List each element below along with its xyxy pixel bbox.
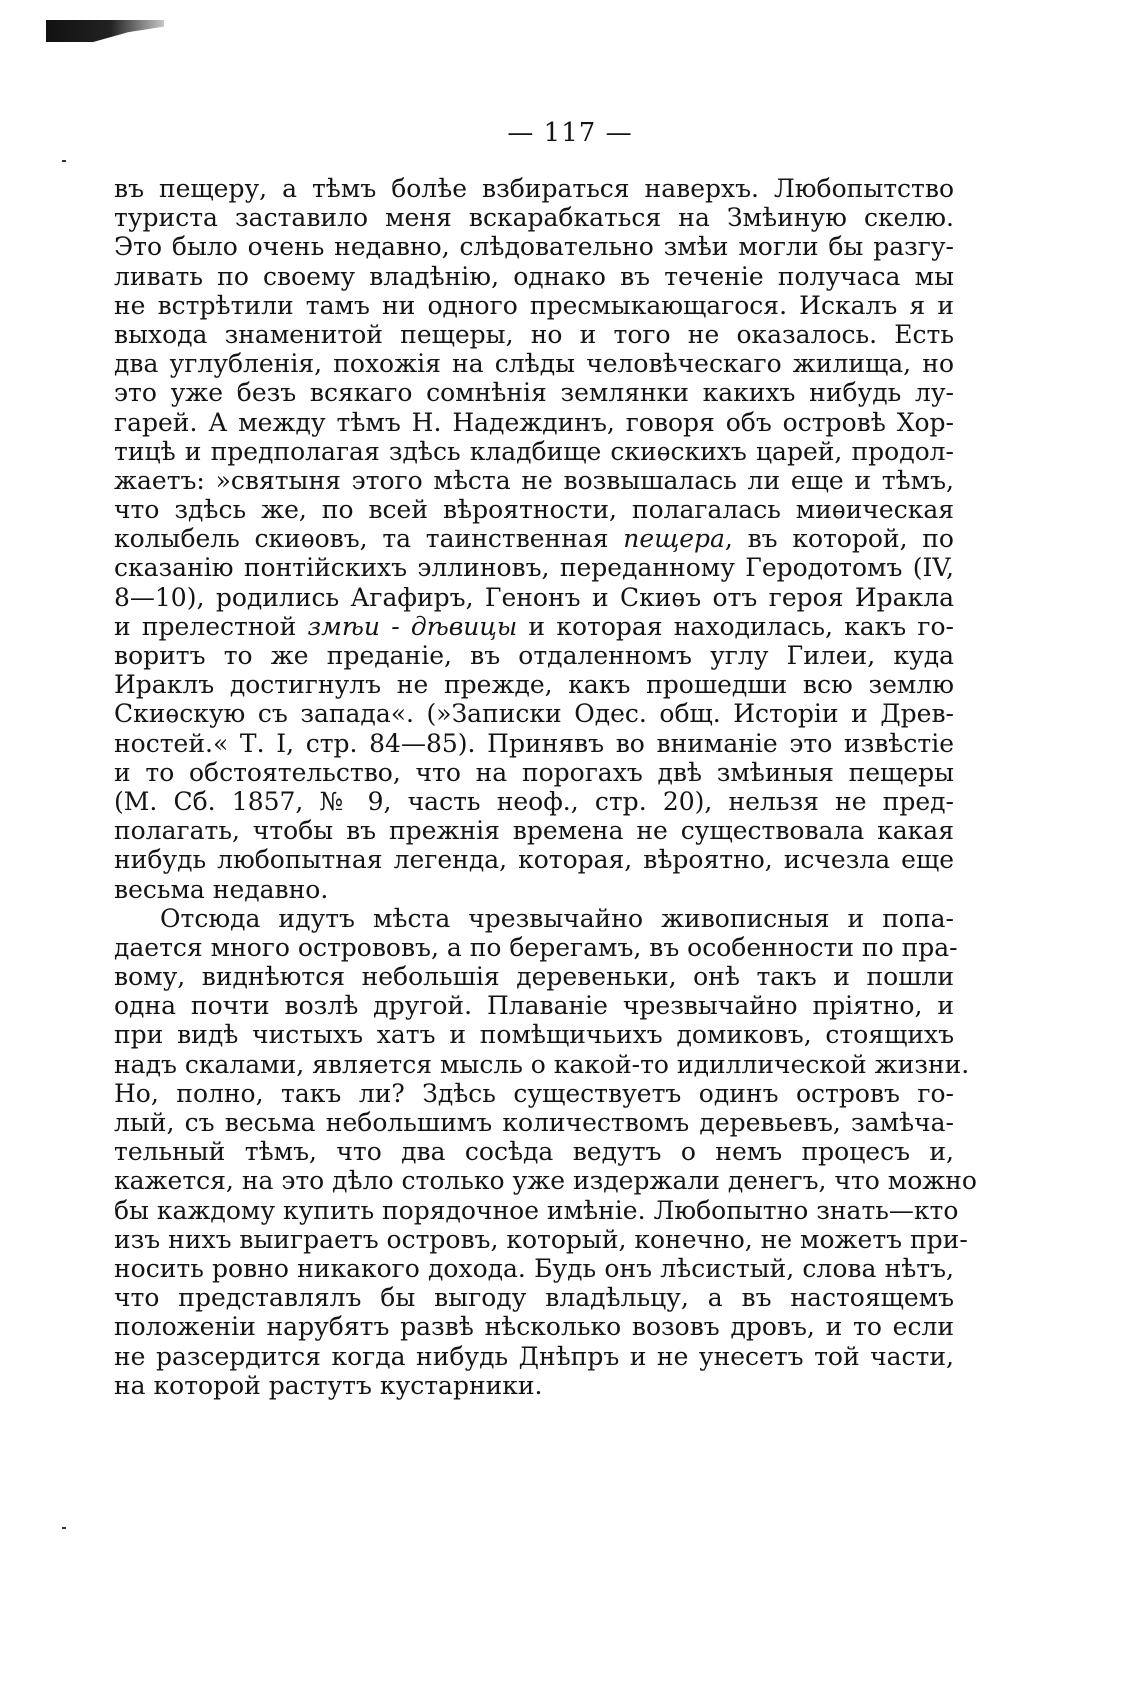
text-segment: гарей. А между тѣмъ Н. Надеждинъ, говоря объ островѣ Хор- [114,407,954,437]
text-segment: тицѣ и предполагая здѣсь кладбище скиѳскихъ царей, продол- [114,436,954,466]
text-line [114,845,954,874]
text-segment: Ираклъ достигнулъ не прежде, какъ прошедши всю землю [114,670,954,700]
text-segment: Это было очень недавно, слѣдовательно змѣи могли бы разгу- [114,232,954,262]
text-segment: ливать по своему владѣнію, однако въ теченіе получаса мы [114,261,954,291]
paragraph [114,174,954,904]
text-line [114,787,954,816]
text-line [114,262,954,291]
text-segment: и которая находилась, какъ го- [517,611,954,641]
text-line [114,553,954,582]
text-line [114,1342,954,1371]
text-segment: туриста заставило меня вскарабкаться на Змѣиную скелю. [114,203,954,233]
italic-emphasis: пещера [623,524,725,554]
text-segment: весьма недавно. [114,874,329,904]
text-segment: выхода знаменитой пещеры, но и того не оказалось. Есть [114,319,954,349]
text-segment: кажется, на это дѣло столько уже издержали денегъ, что можно [114,1166,977,1196]
text-line [114,962,954,991]
text-line [114,174,954,203]
text-line [114,1224,968,1254]
text-line [114,758,954,787]
text-segment: это уже безъ всякаго сомнѣнія землянки какихъ нибудь лу- [114,378,954,408]
text-line [114,1312,954,1341]
text-segment: ностей.« Т. I, стр. 84—85). Принявъ во вниманіе это извѣстіе [114,728,954,758]
text-line [114,991,954,1020]
text-line [114,378,954,407]
text-line [114,904,954,933]
text-segment: два углубленія, похожія на слѣды человѣческаго жилища, но [114,349,954,379]
text-segment: и прелестной [114,611,308,641]
text-line [114,524,954,553]
text-segment: вому, виднѣются небольшія деревеньки, онѣ такъ и пошли [114,962,954,992]
text-segment: дается много острововъ, а по берегамъ, въ особенности по пра- [114,932,958,962]
text-segment: при видѣ чистыхъ хатъ и помѣщичьихъ домиковъ, стоящихъ [114,1020,954,1050]
text-line [114,816,954,845]
text-line [114,583,954,612]
text-segment: надъ скалами, является мысль о какой-то идиллической жизни. [114,1049,970,1079]
text-line [114,1137,954,1166]
text-segment: Скиѳскую съ запада«. (»Записки Одес. общ. Исторіи и Древ- [114,699,954,729]
text-segment: 8—10), родились Агафиръ, Генонъ и Скиѳъ отъ героя Иракла [114,582,954,612]
text-line [114,466,954,495]
text-line [114,1108,954,1137]
scan-speck [62,160,66,162]
text-segment: , въ которой, по [724,524,954,554]
text-segment: жаетъ: »святыня этого мѣста не возвышалась ли еще и тѣмъ, [114,465,954,495]
text-line [114,729,954,758]
text-segment: изъ нихъ выиграетъ островъ, который, конечно, не можетъ при- [114,1224,968,1254]
paragraph [114,903,977,1400]
text-segment: нибудь любопытная легенда, которая, вѣроятно, исчезла еще [114,845,954,875]
text-line [114,291,954,320]
text-line [114,612,954,641]
scan-artifact-mark [46,20,164,42]
text-line [114,203,954,232]
text-segment: одна почти возлѣ другой. Плаваніе чрезвычайно пріятно, и [114,991,954,1021]
text-segment: воритъ то же преданіе, въ отдаленномъ углу Гилеи, куда [114,641,954,670]
text-line [114,437,954,466]
text-segment: на которой растутъ кустарники. [114,1370,543,1400]
text-segment: и то обстоятельство, что на порогахъ двѣ змѣиныя пещеры [114,757,954,787]
text-segment: не встрѣтили тамъ ни одного пресмыкающагося. Искалъ я и [114,290,954,320]
text-line [114,1079,954,1108]
text-segment: Но, полно, такъ ли? Здѣсь существуетъ одинъ островъ го- [114,1078,954,1108]
body-text [114,174,977,1400]
text-segment: что здѣсь же, по всей вѣроятности, полагалась миѳическая [114,495,954,525]
text-line [114,641,954,670]
text-line [114,349,954,378]
text-line [114,1049,970,1079]
text-line [114,495,954,524]
text-line [114,1283,954,1312]
text-segment: полагать, чтобы въ прежнія времена не существовала какая [114,816,954,846]
text-line [114,875,954,904]
text-segment: носить ровно никакого дохода. Будь онъ лѣсистый, слова нѣтъ, [114,1253,954,1283]
text-segment: не разсердится когда нибудь Днѣпръ и не унесетъ той части, [114,1341,954,1371]
text-segment: что представлялъ бы выгоду владѣльцу, а въ настоящемъ [114,1283,954,1313]
text-segment: бы каждому купить порядочное имѣніе. Любопытно знать—кто [114,1195,959,1225]
text-segment: лый, съ весьма небольшимъ количествомъ деревьевъ, замѣча- [114,1108,954,1137]
page-number: — 117 — [507,118,633,148]
text-segment: (М. Сб. 1857, № 9, часть неоф., стр. 20), нельзя не пред- [114,786,954,816]
text-line [114,1195,959,1225]
text-line [114,699,954,728]
text-segment: Отсюда идутъ мѣста чрезвычайно живописныя и попа- [160,903,954,933]
text-segment: тельный тѣмъ, что два сосѣда ведутъ о немъ процесъ и, [114,1137,954,1167]
text-segment: въ пещеру, а тѣмъ болѣе взбираться наверхъ. Любопытство [114,174,954,203]
text-line [114,932,958,962]
text-line [114,670,954,699]
italic-emphasis: змѣи - дѣвицы [307,611,518,641]
text-segment: сказанію понтійскихъ эллиновъ, переданному Геродотомъ (IV, [114,553,954,583]
text-line [114,408,954,437]
text-line [114,1166,977,1196]
text-line [114,320,954,349]
text-segment: положеніи нарубятъ развѣ нѣсколько возовъ дровъ, и то если [114,1312,954,1342]
scan-speck [62,1527,66,1529]
text-line [114,1371,954,1400]
text-line [114,1020,954,1049]
text-line [114,232,954,261]
text-line [114,1254,954,1283]
text-segment: колыбель скиѳовъ, та таинственная [114,524,624,554]
